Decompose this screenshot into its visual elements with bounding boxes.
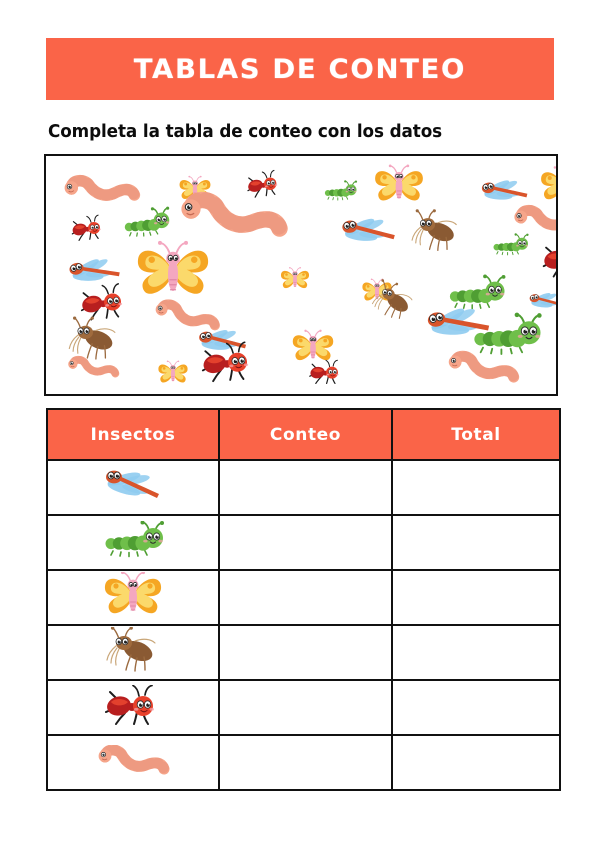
caterpillar-illustration-icon: [120, 206, 172, 239]
insect-cell-caterpillar: [47, 515, 219, 570]
total-cell[interactable]: [392, 515, 560, 570]
table-row: [47, 515, 560, 570]
dragonfly-illustration-icon: [526, 287, 558, 314]
caterpillar-illustration-icon: [322, 181, 357, 202]
header-total: Total: [392, 409, 560, 460]
butterfly-icon: [102, 572, 164, 618]
caterpillar-icon: [101, 521, 165, 559]
page-title: TABLAS DE CONTEO: [133, 53, 467, 85]
worm-illustration-icon: [152, 299, 222, 331]
dragonfly-icon: [102, 468, 164, 502]
mosquito-illustration-icon: [67, 317, 120, 361]
mosquito-icon: [105, 627, 161, 673]
ant-illustration-icon: [198, 341, 258, 383]
insect-cell-butterfly: [47, 570, 219, 625]
butterfly-illustration-icon: [134, 242, 212, 300]
butterfly-illustration-icon: [539, 167, 558, 203]
worm-illustration-icon: [66, 356, 119, 378]
worm-illustration-icon: [61, 169, 142, 208]
insect-cell-mosquito: [47, 625, 219, 680]
total-cell[interactable]: [392, 460, 560, 515]
table-row: [47, 460, 560, 515]
table-row: [47, 625, 560, 680]
ant-illustration-icon: [69, 214, 107, 242]
table-row: [47, 735, 560, 790]
dragonfly-illustration-icon: [337, 210, 401, 252]
butterfly-illustration-icon: [291, 330, 336, 363]
butterfly-illustration-icon: [157, 361, 189, 385]
insect-scatter-illustration: [44, 154, 558, 396]
worm-illustration-icon: [178, 193, 289, 238]
dragonfly-illustration-icon: [477, 172, 533, 210]
instruction-text: Completa la tabla de conteo con los datos: [48, 122, 443, 142]
mosquito-illustration-icon: [368, 278, 419, 323]
ant-illustration-icon: [77, 282, 131, 321]
worm-illustration-icon: [511, 201, 558, 236]
conteo-cell[interactable]: [219, 460, 392, 515]
ant-illustration-icon: [308, 360, 344, 384]
worm-illustration-icon: [445, 351, 520, 384]
ant-icon: [103, 685, 163, 725]
butterfly-illustration-icon: [280, 268, 311, 291]
mosquito-illustration-icon: [410, 210, 462, 252]
conteo-cell[interactable]: [219, 515, 392, 570]
ant-illustration-icon: [539, 238, 558, 279]
total-cell[interactable]: [392, 735, 560, 790]
caterpillar-illustration-icon: [491, 234, 529, 257]
table-row: [47, 570, 560, 625]
insect-cell-worm: [47, 735, 219, 790]
header-insectos: Insectos: [47, 409, 219, 460]
total-cell[interactable]: [392, 680, 560, 735]
table-row: [47, 680, 560, 735]
insect-cell-ant: [47, 680, 219, 735]
insect-cell-dragonfly: [47, 460, 219, 515]
conteo-cell[interactable]: [219, 735, 392, 790]
header-conteo: Conteo: [219, 409, 392, 460]
caterpillar-illustration-icon: [469, 313, 543, 357]
butterfly-illustration-icon: [373, 165, 426, 204]
tally-table: [46, 408, 561, 791]
title-banner: [46, 38, 554, 100]
conteo-cell[interactable]: [219, 680, 392, 735]
table-header-row: [47, 409, 560, 460]
conteo-cell[interactable]: [219, 625, 392, 680]
total-cell[interactable]: [392, 570, 560, 625]
total-cell[interactable]: [392, 625, 560, 680]
worm-icon: [96, 745, 170, 775]
conteo-cell[interactable]: [219, 570, 392, 625]
